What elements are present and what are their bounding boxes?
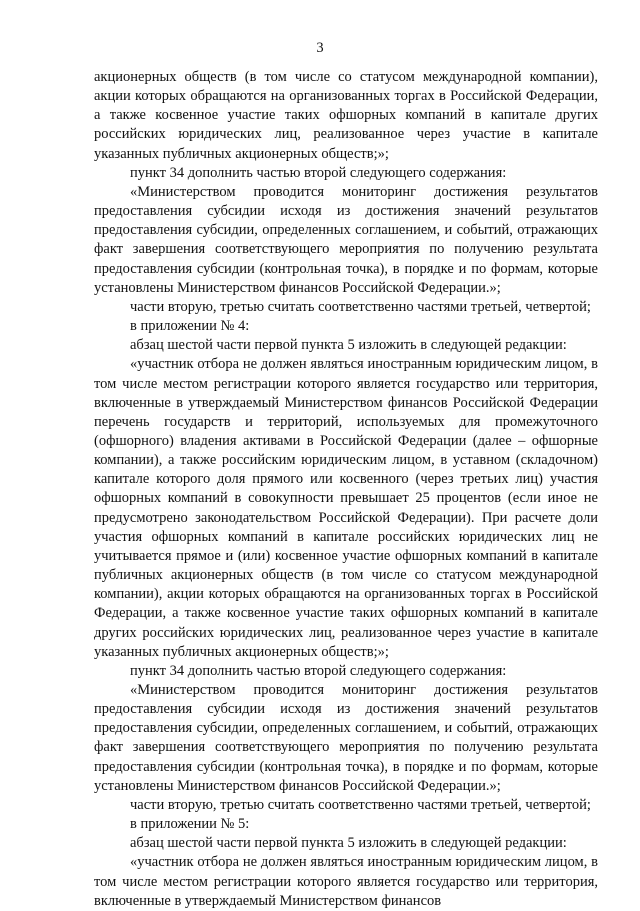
paragraph-quoted-monitoring: «Министерством проводится мониторинг достижения результатов предоставления субсидии исходя из достижения значений результатов предоставления субсидии, определенных соглашением, и событий, отражающих факт завершения соответствующего мероприятия по получению результата предоставления субсидии (контрольная точка), в порядке и по формам, которые установлены Министерством финансов Российской Федерации.»;	[94, 682, 598, 794]
paragraph-quoted-participant: «участник отбора не должен являться иностранным юридическим лицом, в том числе местом регистрации которого является государство или территория, включенные в утверждаемый Министерством финансов	[94, 854, 598, 909]
paragraph-appendix-4: в приложении № 4:	[130, 318, 250, 335]
paragraph-quoted-monitoring: «Министерством проводится мониторинг достижения результатов предоставления субсидии исходя из достижения значений результатов предоставления субсидии, определенных соглашением, и событий, отражающих факт завершения соответствующего мероприятия по получению результата предоставления субсидии (контрольная точка), в порядке и по формам, которые установлены Министерством финансов Российской Федерации.»;	[94, 183, 598, 296]
paragraph-appendix-5: в приложении № 5:	[130, 816, 250, 833]
paragraph-amend-point-34: пункт 34 дополнить частью второй следующего содержания:	[130, 164, 507, 181]
page-number: 3	[316, 40, 324, 56]
paragraph-continuation: акционерных обществ (в том числе со статусом международной компании), акции которых обращаются на организованных торгах в Российской Федерации, а также косвенное участие таких офшорных компаний в капитале других российских юридических лиц, реализованное через участие в капитале указанных публичных акционерных обществ;»;	[94, 69, 598, 162]
paragraph-quoted-participant: «участник отбора не должен являться иностранным юридическим лицом, в том числе местом регистрации которого является государство или территория, включенные в утверждаемый Министерством финансов Российской Федерации перечень государств и территорий, используемых для промежуточного (офшорного) владения активами в Российской Федерации (далее – офшорные компании), а также российским юридическим лицом, в уставном (складочном) капитале которого доля прямого или косвенного (через третьих лиц) участия офшорных компаний в совокупности превышает 25 процентов (если иное не предусмотрено законодательством Российской Федерации). При расчете доли участия офшорных компаний в капитале российских юридических лиц не учитывается прямое и (или) косвенное участие офшорных компаний в капитале публичных акционерных обществ (в том числе со статусом международной компании), акции которых обращаются на организованных торгах в Российской Федерации, а также косвенное участие таких офшорных компаний в капитале других российских юридических лиц, реализованное через участие в капитале указанных публичных акционерных обществ;»;	[94, 356, 598, 660]
paragraph-amend-point-34: пункт 34 дополнить частью второй следующего содержания:	[130, 662, 507, 679]
paragraph-renumber-parts: части вторую, третью считать соответственно частями третьей, четвертой;	[130, 796, 591, 813]
document-body	[94, 68, 598, 911]
paragraph-renumber-parts: части вторую, третью считать соответственно частями третьей, четвертой;	[130, 298, 591, 315]
paragraph-amend-point-5: абзац шестой части первой пункта 5 изложить в следующей редакции:	[130, 337, 567, 354]
paragraph-amend-point-5: абзац шестой части первой пункта 5 изложить в следующей редакции:	[130, 835, 567, 852]
